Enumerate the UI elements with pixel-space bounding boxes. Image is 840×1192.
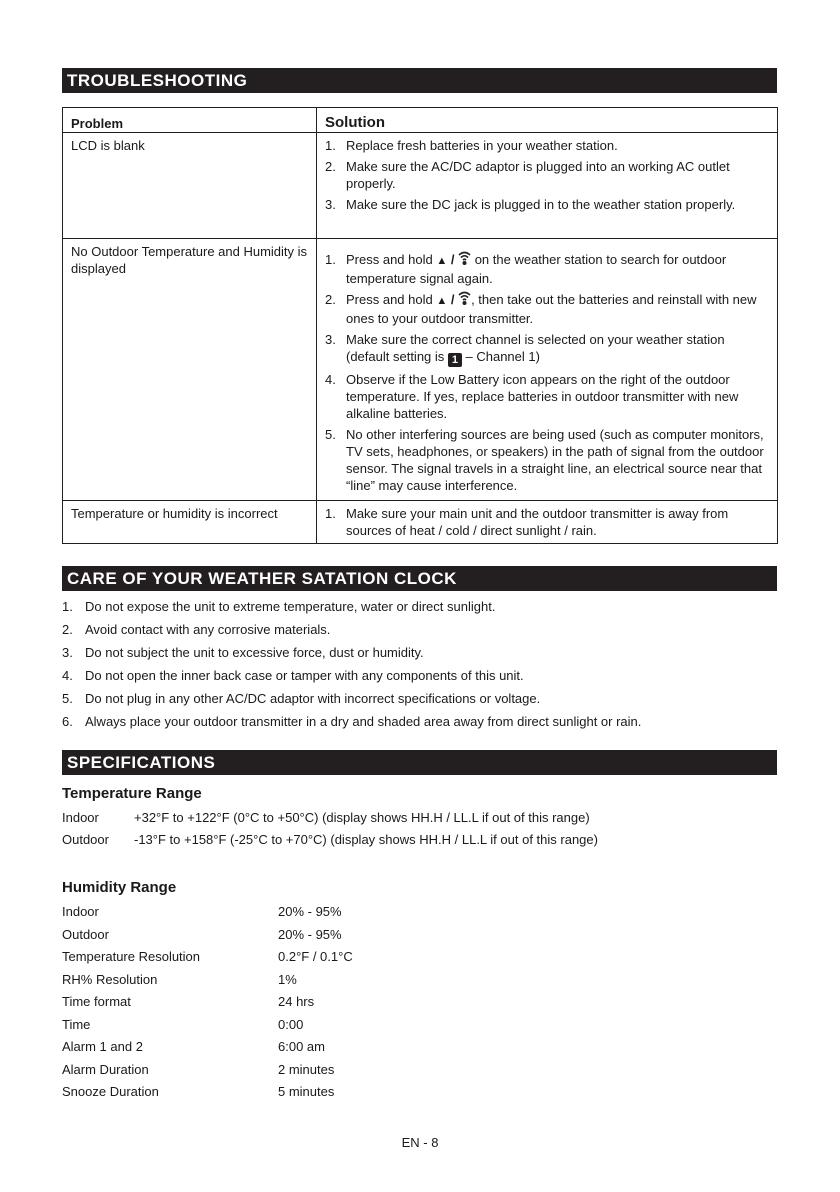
solution-item: 4. Observe if the Low Battery icon appears on the right of the outdoor temperature. If yes, replace batteries in outdoor transmitter with new alkaline batteries.: [325, 372, 739, 421]
spec-value: -13°F to +158°F (-25°C to +70°C) (display shows HH.H / LL.L if out of this range): [134, 832, 598, 847]
troubleshooting-heading: TROUBLESHOOTING: [62, 68, 777, 93]
spec-value: +32°F to +122°F (0°C to +50°C) (display shows HH.H / LL.L if out of this range): [134, 810, 590, 825]
spec-label: RH% Resolution: [62, 972, 158, 987]
solution-cell: [317, 133, 778, 239]
spec-value: 20% - 95%: [278, 904, 342, 919]
page-number: EN - 8: [401, 1135, 439, 1150]
solution-cell: [317, 501, 778, 544]
solution-item: 5. No other interfering sources are being used (such as computer monitors, TV sets, headphones, or speakers) in the path of signal from the outdoor sensor. The signal travels in a straight line, an electrical source near that “line” may cause interference.: [325, 427, 764, 493]
signal-search-icon: [458, 291, 471, 306]
solution-item: 3. Make sure the correct channel is selected on your weather station (default setting is 1 – Channel 1): [325, 332, 725, 366]
list-item: 5. Do not plug in any other AC/DC adaptor with incorrect specifications or voltage.: [62, 691, 541, 706]
spec-label: Time: [62, 1017, 91, 1032]
up-arrow-icon: ▲: [436, 255, 448, 267]
solution-item: 2. Press and hold ▲ / , then take out the batteries and reinstall with new ones to your outdoor transmitter.: [325, 292, 757, 326]
care-list: [62, 598, 641, 736]
spec-value: 20% - 95%: [278, 927, 342, 942]
problem-cell: Temperature or humidity is incorrect: [63, 501, 317, 544]
spec-value: 1%: [278, 972, 297, 987]
spec-label: Snooze Duration: [62, 1084, 159, 1099]
spec-label: Indoor: [62, 810, 99, 825]
spec-value: 0.2°F / 0.1°C: [278, 949, 353, 964]
spec-label: Time format: [62, 994, 131, 1009]
channel-1-icon: 1: [448, 353, 462, 367]
table-row: [63, 133, 778, 239]
up-arrow-icon: ▲: [436, 295, 448, 307]
spec-label: Outdoor: [62, 832, 109, 847]
spec-value: 0:00: [278, 1017, 304, 1032]
spec-label: Temperature Resolution: [62, 949, 201, 964]
spec-value: 5 minutes: [278, 1084, 335, 1099]
spec-label: Outdoor: [62, 927, 109, 942]
humidity-range-heading: Humidity Range: [62, 879, 177, 896]
solution-item: 1. Make sure your main unit and the outdoor transmitter is away from sources of heat / cold / direct sunlight / rain.: [325, 506, 729, 538]
table-row: [63, 239, 778, 501]
list-item: 3. Do not subject the unit to excessive force, dust or humidity.: [62, 645, 424, 660]
specifications-heading: SPECIFICATIONS: [62, 750, 777, 775]
solution-item: 2. Make sure the AC/DC adaptor is plugged into an working AC outlet properly.: [325, 159, 730, 191]
spec-value: 6:00 am: [278, 1039, 325, 1054]
spec-value: 24 hrs: [278, 994, 315, 1009]
solution-item: 1. Replace fresh batteries in your weather station.: [325, 138, 618, 153]
spec-label: Alarm Duration: [62, 1062, 149, 1077]
solution-item: 1. Press and hold ▲ / on the weather station to search for outdoor temperature signal again.: [325, 252, 727, 286]
list-item: 1. Do not expose the unit to extreme temperature, water or direct sunlight.: [62, 599, 496, 614]
list-item: 2. Avoid contact with any corrosive materials.: [62, 622, 331, 637]
signal-search-icon: [458, 251, 471, 266]
problem-cell: LCD is blank: [63, 133, 317, 239]
problem-cell: No Outdoor Temperature and Humidity is displayed: [63, 239, 317, 501]
problem-column-header: Problem: [63, 108, 317, 133]
list-item: 6. Always place your outdoor transmitter in a dry and shaded area away from direct sunlight or rain.: [62, 714, 642, 729]
table-row: [63, 501, 778, 544]
spec-label: Alarm 1 and 2: [62, 1039, 143, 1054]
spec-label: Indoor: [62, 904, 99, 919]
list-item: 4. Do not open the inner back case or tamper with any components of this unit.: [62, 668, 524, 683]
solution-cell: [317, 239, 778, 501]
solution-item: 3. Make sure the DC jack is plugged in to the weather station properly.: [325, 197, 736, 212]
spec-value: 2 minutes: [278, 1062, 335, 1077]
troubleshooting-table: [62, 107, 778, 544]
care-heading: CARE OF YOUR WEATHER SATATION CLOCK: [62, 566, 777, 591]
solution-column-header: Solution: [317, 108, 778, 133]
temperature-range-heading: Temperature Range: [62, 785, 202, 802]
